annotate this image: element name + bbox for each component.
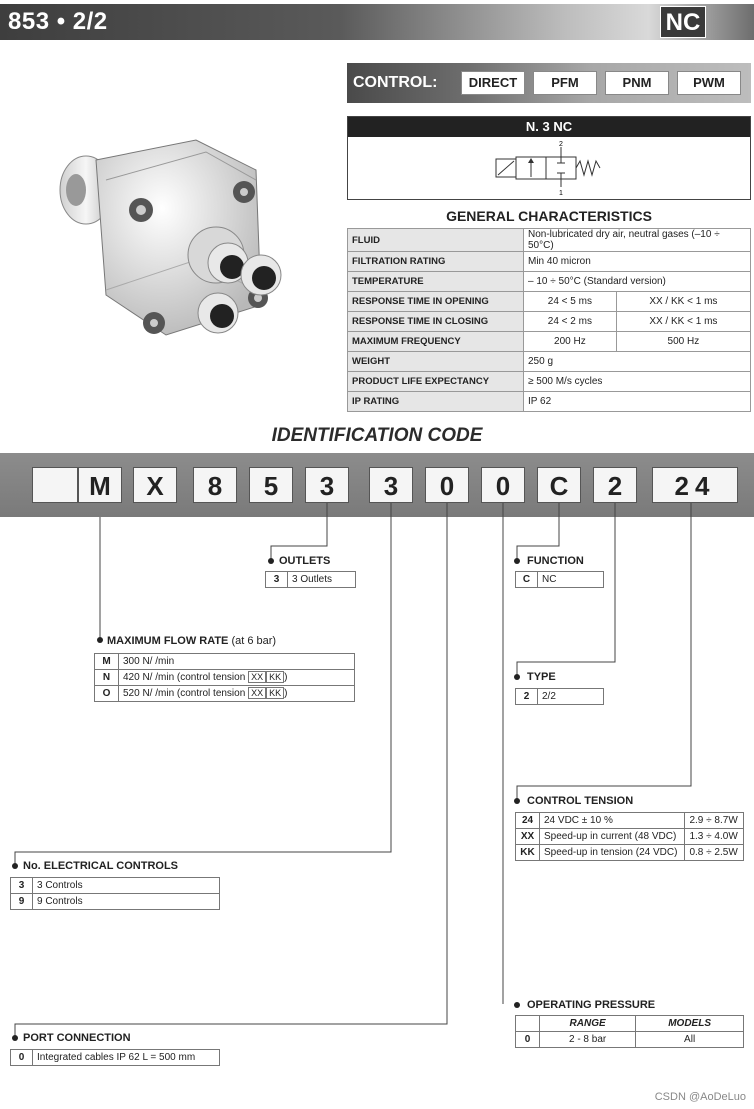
- function-table: [515, 571, 604, 588]
- code-box-x: X: [133, 467, 177, 503]
- outlets-title: OUTLETS: [279, 555, 331, 567]
- flow-rate-table: [94, 653, 355, 702]
- table-row: O 520 N/ /min (control tension XX KK ): [95, 686, 355, 702]
- code-box-0-pressure: 0: [481, 467, 525, 503]
- table-row: 3 3 Outlets: [266, 572, 356, 588]
- code-box-0-port: 0: [425, 467, 469, 503]
- table-row: N 420 N/ /min (control tension XX KK ): [95, 670, 355, 686]
- table-row: PRODUCT LIFE EXPECTANCY ≥ 500 M/s cycles: [348, 372, 751, 392]
- port-connection-title: PORT CONNECTION: [23, 1032, 131, 1044]
- control-label: CONTROL:: [353, 74, 438, 91]
- code-box-8: 8: [193, 467, 237, 503]
- table-row: RESPONSE TIME IN OPENING 24 < 5 ms XX / KK < 1 ms: [348, 292, 751, 312]
- table-row: RANGE MODELS: [516, 1016, 744, 1032]
- table-row: WEIGHT 250 g: [348, 352, 751, 372]
- code-box-c: C: [537, 467, 581, 503]
- control-option-direct[interactable]: DIRECT: [461, 71, 525, 95]
- control-option-pnm[interactable]: PNM: [605, 71, 669, 95]
- code-box-3-controls: 3: [369, 467, 413, 503]
- general-characteristics-title: GENERAL CHARACTERISTICS: [446, 208, 652, 224]
- flow-rate-title: MAXIMUM FLOW RATE (at 6 bar): [107, 635, 277, 647]
- schematic-title: N. 3 NC: [348, 117, 750, 137]
- table-row: C NC: [516, 572, 604, 588]
- page-title: 853 • 2/2: [8, 8, 108, 35]
- code-box-5: 5: [249, 467, 293, 503]
- table-row: 0 Integrated cables IP 62 L = 500 mm: [11, 1050, 220, 1066]
- port-2-label: 2: [559, 141, 563, 148]
- table-row: RESPONSE TIME IN CLOSING 24 < 2 ms XX / KK < 1 ms: [348, 312, 751, 332]
- table-row: 24 24 VDC ± 10 % 2.9 ÷ 8.7W: [516, 813, 744, 829]
- table-row: 9 9 Controls: [11, 894, 220, 910]
- control-option-pfm[interactable]: PFM: [533, 71, 597, 95]
- outlets-table: [265, 571, 356, 588]
- code-box-24: 24: [652, 467, 738, 503]
- table-row: IP RATING IP 62: [348, 392, 751, 412]
- port-1-label: 1: [559, 190, 563, 197]
- table-row: FILTRATION RATING Min 40 micron: [348, 252, 751, 272]
- type-table: [515, 688, 604, 705]
- code-box-3-outlets: 3: [305, 467, 349, 503]
- electrical-controls-table: [10, 877, 220, 910]
- control-tension-table: [515, 812, 744, 861]
- electrical-controls-title: No. ELECTRICAL CONTROLS: [23, 860, 179, 872]
- table-row: 0 2 - 8 bar All: [516, 1032, 744, 1048]
- type-title: TYPE: [527, 671, 556, 683]
- table-row: 2 2/2: [516, 689, 604, 705]
- operating-pressure-table: [515, 1015, 744, 1048]
- port-connection-table: [10, 1049, 220, 1066]
- operating-pressure-title: OPERATING PRESSURE: [527, 999, 656, 1011]
- table-row: XX Speed-up in current (48 VDC) 1.3 ÷ 4.0W: [516, 829, 744, 845]
- table-row: M 300 N/ /min: [95, 654, 355, 670]
- code-box-m: M: [78, 467, 122, 503]
- table-row: KK Speed-up in tension (24 VDC) 0.8 ÷ 2.5W: [516, 845, 744, 861]
- nc-badge: NC: [660, 6, 706, 38]
- control-tension-title: CONTROL TENSION: [527, 795, 634, 807]
- function-title: FUNCTION: [527, 555, 584, 567]
- table-row: FLUID Non-lubricated dry air, neutral gases (–10 ÷ 50°C): [348, 229, 751, 252]
- control-option-pwm[interactable]: PWM: [677, 71, 741, 95]
- identification-code-title: IDENTIFICATION CODE: [271, 425, 483, 446]
- code-box-2: 2: [593, 467, 637, 503]
- table-row: MAXIMUM FREQUENCY 200 Hz 500 Hz: [348, 332, 751, 352]
- table-row: 3 3 Controls: [11, 878, 220, 894]
- table-row: TEMPERATURE – 10 ÷ 50°C (Standard version): [348, 272, 751, 292]
- watermark: CSDN @AoDeLuo: [654, 1091, 746, 1103]
